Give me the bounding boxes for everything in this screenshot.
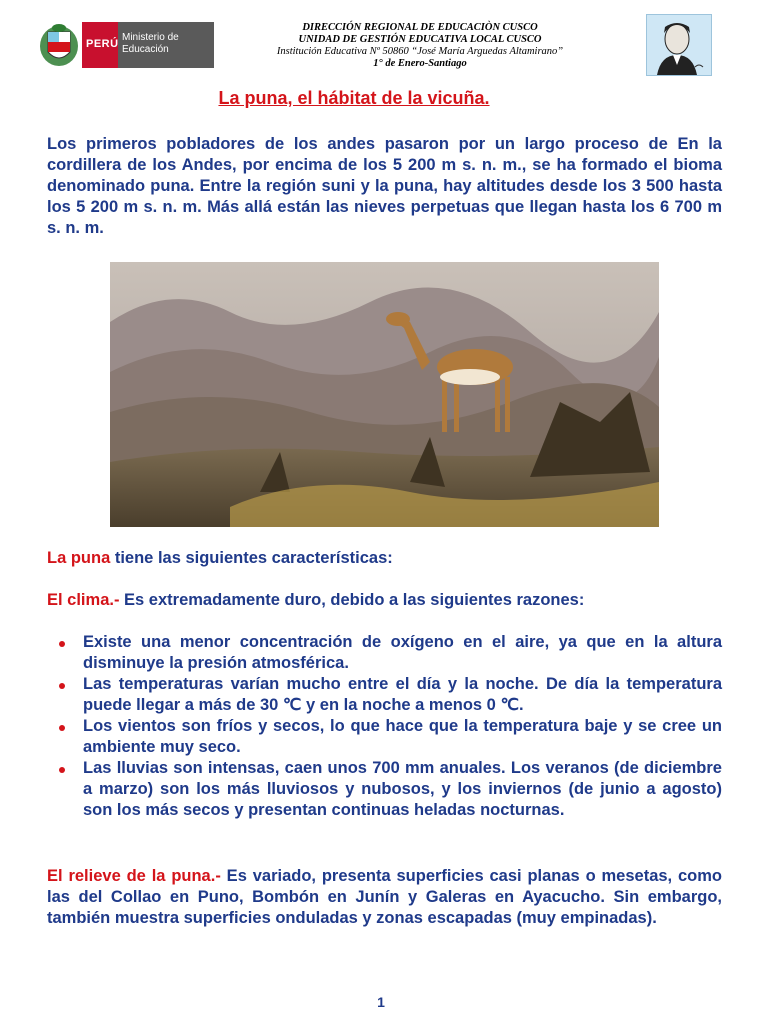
header-line-4: 1° de Enero-Santiago [373,58,467,69]
list-item [47,632,722,674]
relief-label: El relieve de la puna.- [47,867,221,885]
header-line-3: Institución Educativa Nº 50860 “José María Arguedas Altamirano” [276,46,564,57]
climate-heading [47,590,584,611]
bullet-icon [59,725,65,731]
header-line-1: DIRECCIÓN REGIONAL DE EDUCACIÒN CUSCO [302,22,538,33]
climate-text: Es extremadamente duro, debido a las siguientes razones: [119,591,585,609]
bullet-text: Las lluvias son intensas, caen unos 700 mm anuales. Los veranos (de diciembre a marzo) son los más lluviosos y nubosos, y los inviernos (de junio a agosto) son los más secos y presentan continuas heladas nocturnas. [83,759,722,819]
bullet-text: Las temperaturas varían mucho entre el día y la noche. De día la temperatura puede llegar a más de 30 ℃ y en la noche a menos 0 ℃. [83,675,722,714]
bullet-text: Los vientos son fríos y secos, lo que hace que la temperatura baje y se cree un ambiente muy seco. [83,717,722,756]
logo-ministry-text: Ministerio de Educación [122,32,179,55]
characteristics-highlight: La puna [47,549,111,567]
page-number: 1 [377,994,385,1010]
list-item [47,674,722,716]
climate-label: El clima.- [47,591,120,609]
bullet-icon [59,767,65,773]
coat-of-arms-icon [38,20,80,68]
page-title: La puna, el hábitat de la vicuña. [218,88,490,108]
header-line-2: UNIDAD DE GESTIÓN EDUCATIVA LOCAL CUSCO [298,34,542,45]
list-item [47,758,722,821]
header-text [240,22,600,70]
bullet-icon [59,683,65,689]
characteristics-heading [47,548,393,569]
relief-text: Es variado, presenta superficies casi planas o mesetas, como las del Collao en Puno, Bombón en Junín y Galeras en Ayacucho. Sin embargo, también muestra superficies onduladas y zonas escapadas (muy empinadas). [47,867,722,927]
bullet-text: Existe una menor concentración de oxígeno en el aire, ya que en la altura disminuye la presión atmosférica. [83,633,722,672]
climate-bullet-list [47,632,722,821]
logo-country-text: PERÚ [86,38,119,50]
bullet-icon [59,641,65,647]
intro-paragraph: Los primeros pobladores de los andes pasaron por un largo proceso de En la cordillera de los Andes, por encima de los 5 200 m s. n. m., se ha formado el bioma denominado puna. Entre la región suni y la puna, hay altitudes desde los 3 500 hasta los 5 200 m s. n. m. Más allá están las nieves perpetuas que llegan hasta los 6 700 m s. n. m. [47,135,722,237]
characteristics-text: tiene las siguientes características: [110,549,393,567]
list-item [47,716,722,758]
vicuna-photo [110,262,659,527]
relief-paragraph [47,866,722,929]
portrait-image [646,14,712,76]
ministry-logo [82,22,214,68]
